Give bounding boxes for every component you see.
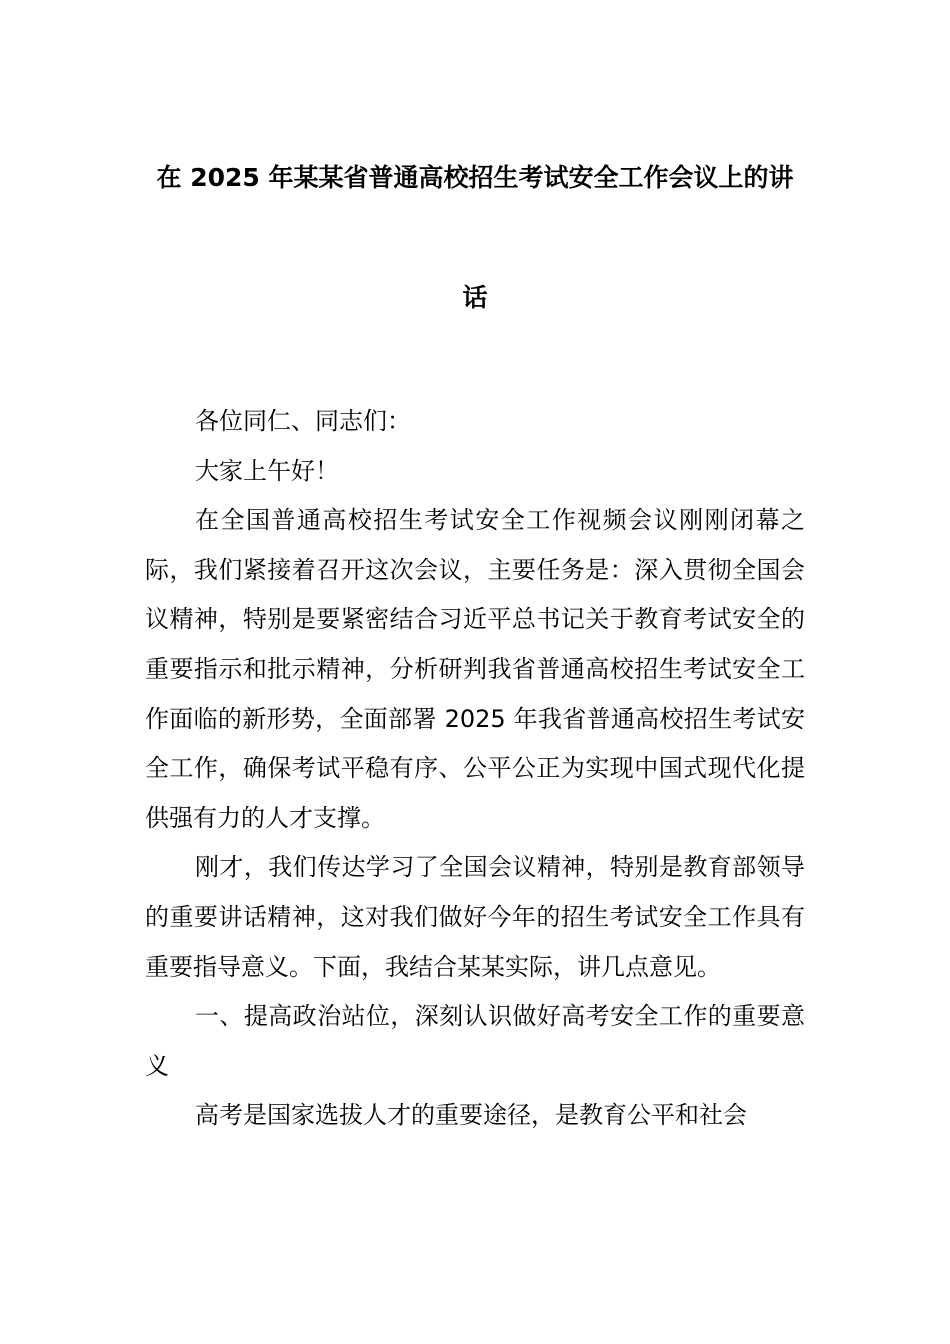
salutation-paragraph: 各位同仁、同志们： xyxy=(195,407,411,435)
opening-paragraph: 在全国普通高校招生考试安全工作视频会议刚刚闭幕之际，我们紧接着召开这次会议，主要任务是：深入贯彻全国会议精神，特别是要紧密结合习近平总书记关于教育考试安全的重要指示和批示精神，分析研判我省普通高校招生考试安全工作面临的新形势，全面部署 2025 年我省普通高校招生考试安全工作，确保考试平稳有序、公平公正为实现中国式现代化提供强有力的人才支撑。 xyxy=(145,506,805,832)
document-body xyxy=(145,397,805,1141)
document-title-line-2: 话 xyxy=(462,283,488,312)
greeting-paragraph: 大家上午好！ xyxy=(195,456,339,485)
context-paragraph: 刚才，我们传达学习了全国会议精神，特别是教育部领导的重要讲话精神，这对我们做好今年的招生考试安全工作具有重要指导意义。下面，我结合某某实际，讲几点意见。 xyxy=(145,853,805,981)
body-paragraph: 高考是国家选拔人才的重要途径，是教育公平和社会 xyxy=(195,1101,747,1130)
document-title-line-1: 在 2025 年某某省普通高校招生考试安全工作会议上的讲 xyxy=(156,163,794,192)
section-heading-1: 一、提高政治站位，深刻认识做好高考安全工作的重要意义 xyxy=(145,1002,805,1080)
